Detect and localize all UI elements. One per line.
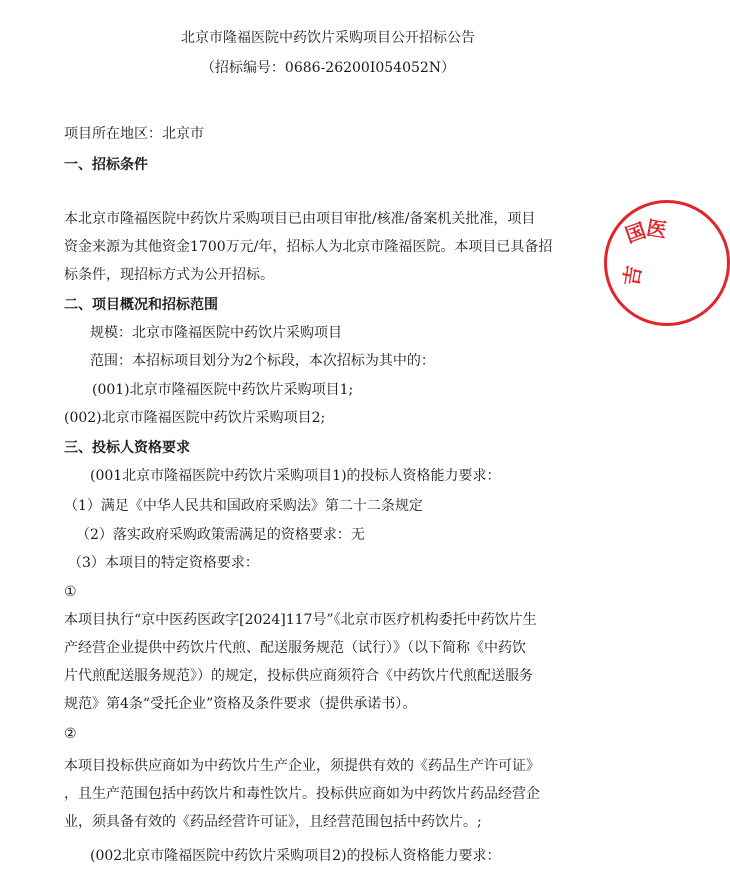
- lot-001-requirements-title: (001北京市隆福医院中药饮片采购项目1)的投标人资格能力要求：: [90, 468, 501, 484]
- clause-1-marker: ①: [64, 584, 77, 600]
- section-1-heading: 一、招标条件: [64, 157, 148, 173]
- project-scale: 规模：北京市隆福医院中药饮片采购项目: [90, 325, 342, 341]
- clause-1-line-3: 片代煎配送服务规范》）的规定，投标供应商须符合《中药饮片代煎配送服务: [64, 668, 533, 684]
- document-title: 北京市隆福医院中药饮片采购项目公开招标公告: [181, 30, 475, 46]
- section-3-heading: 三、投标人资格要求: [64, 440, 190, 456]
- clause-1-line-2: 产经营企业提供中药饮片代煎、配送服务规范（试行）》（以下简称《中药饮: [64, 640, 526, 656]
- clause-1-line-1: 本项目执行“京中医药医政字[2024]117号”《北京市医疗机构委托中药饮片生: [64, 612, 537, 628]
- official-seal-stamp: [604, 200, 730, 326]
- seal-char-b: 医: [644, 215, 669, 243]
- lot-001: (001)北京市隆福医院中药饮片采购项目1;: [92, 382, 354, 398]
- seal-char-a: 国: [622, 218, 650, 248]
- seal-char-c: 吉: [618, 263, 647, 288]
- section-2-heading: 二、项目概况和招标范围: [64, 297, 218, 313]
- clause-2-line-2: ，且生产范围包括中药饮片和毒性饮片。投标供应商如为中药饮片药品经营企: [64, 786, 540, 802]
- lot-002-requirements-title: (002北京市隆福医院中药饮片采购项目2)的投标人资格能力要求：: [90, 848, 501, 864]
- project-scope: 范围：本招标项目划分为2个标段，本次招标为其中的：: [90, 353, 435, 369]
- requirement-2: （2）落实政府采购政策需满足的资格要求：无: [76, 527, 365, 543]
- clause-2-line-1: 本项目投标供应商如为中药饮片生产企业，须提供有效的《药品生产许可证》: [64, 758, 540, 774]
- clause-2-line-3: 业，须具备有效的《药品经营许可证》，且经营范围包括中药饮片。;: [64, 814, 482, 830]
- clause-1-line-4: 规范》第4条“受托企业”资格及条件要求（提供承诺书）。: [64, 696, 417, 712]
- requirement-3: （3）本项目的特定资格要求：: [68, 555, 259, 571]
- bid-number: （招标编号：0686-26200I054052N）: [200, 60, 456, 76]
- lot-002: (002)北京市隆福医院中药饮片采购项目2;: [64, 410, 326, 426]
- section-1-line-2: 资金来源为其他资金1700万元/年，招标人为北京市隆福医院。本项目已具备招: [64, 239, 553, 255]
- section-1-line-3: 标条件，现招标方式为公开招标。: [64, 267, 274, 283]
- requirement-1: （1）满足《中华人民共和国政府采购法》第二十二条规定: [64, 498, 423, 514]
- project-region: 项目所在地区：北京市: [64, 126, 204, 142]
- section-1-line-1: 本北京市隆福医院中药饮片采购项目已由项目审批/核准/备案机关批准，项目: [64, 211, 536, 227]
- clause-2-marker: ②: [64, 726, 77, 742]
